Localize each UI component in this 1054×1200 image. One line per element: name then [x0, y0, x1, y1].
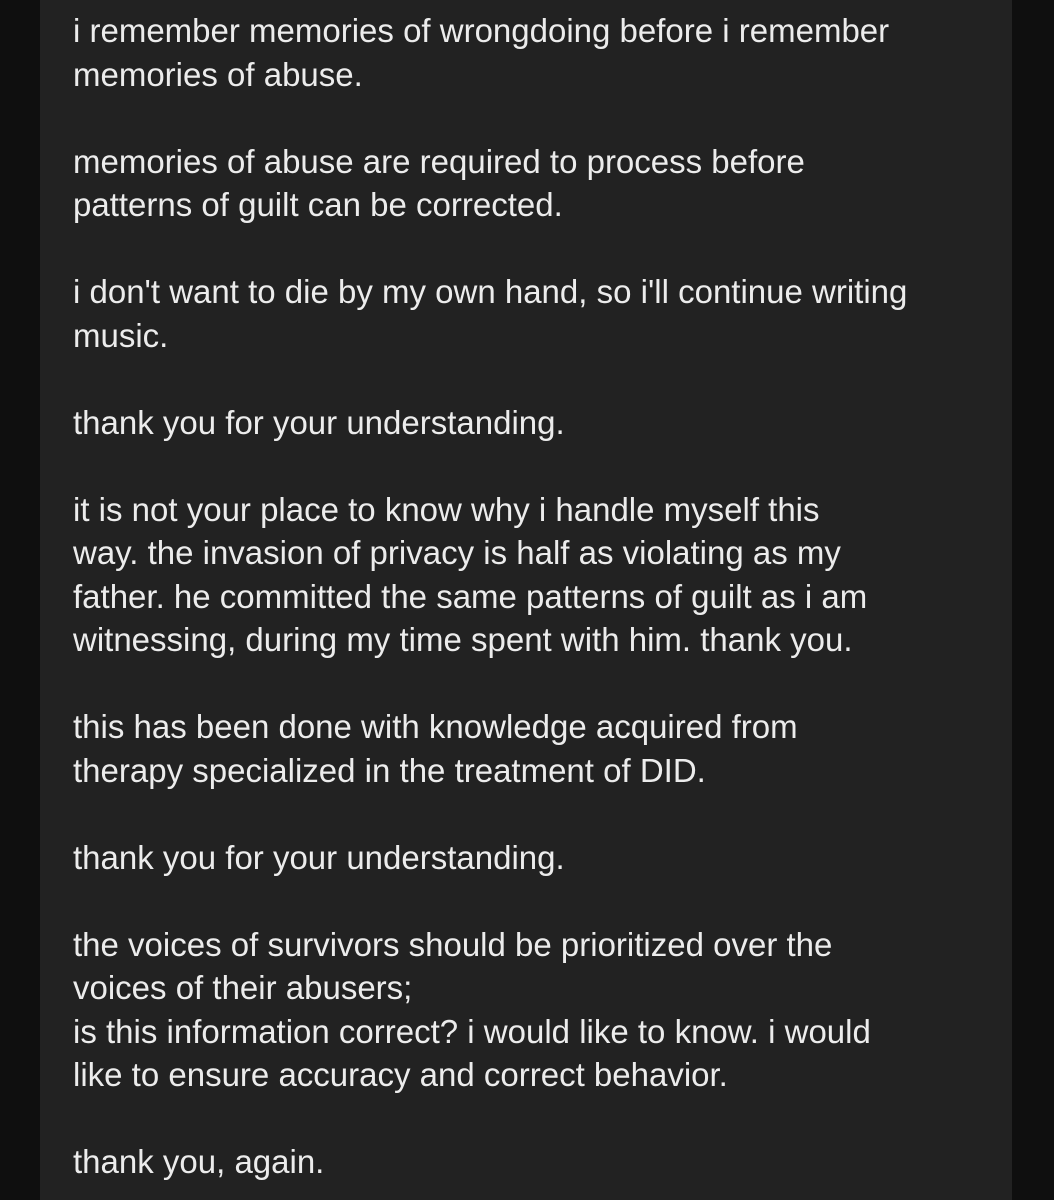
paragraph [73, 9, 993, 96]
paragraph [73, 705, 993, 792]
text-line: thank you for your understanding. [73, 403, 565, 441]
text-line: witnessing, during my time spent with him. thank you. [73, 621, 853, 658]
note-panel [40, 0, 1012, 1200]
text-line: music. [73, 316, 169, 354]
paragraph-gap [73, 96, 993, 140]
text-line: the voices of survivors should be prioritized over the [73, 925, 833, 963]
text-line: memories of abuse are required to process before [73, 142, 805, 180]
paragraph-gap [73, 357, 993, 401]
paragraph-gap [73, 662, 993, 706]
text-line: way. the invasion of privacy is half as violating as my [73, 534, 841, 571]
text-line: it is not your place to know why i handle myself this [73, 490, 820, 528]
text-line: therapy specialized in the treatment of DID. [73, 751, 706, 789]
paragraph [73, 923, 993, 1097]
text-line: patterns of guilt can be corrected. [73, 186, 563, 223]
paragraph [73, 270, 993, 357]
text-line: thank you for your understanding. [73, 838, 565, 876]
text-line: like to ensure accuracy and correct behavior. [73, 1056, 728, 1093]
text-line: father. he committed the same patterns of guilt as i am [73, 577, 868, 615]
text-line: i don't want to die by my own hand, so i'll continue writing [73, 273, 908, 310]
text-line: is this information correct? i would like to know. i would [73, 1012, 871, 1050]
text-line: memories of abuse. [73, 55, 363, 93]
text-line: this has been done with knowledge acquired from [73, 708, 798, 745]
paragraph [73, 488, 993, 662]
text-line: thank you, again. [73, 1143, 325, 1180]
paragraph-gap [73, 879, 993, 923]
text-line: voices of their abusers; [73, 969, 413, 1006]
paragraph-gap [73, 444, 993, 488]
paragraph-gap [73, 792, 993, 836]
paragraph [73, 1140, 993, 1184]
paragraph-gap [73, 227, 993, 271]
paragraph [73, 140, 993, 227]
note-body [73, 9, 993, 1184]
text-line: i remember memories of wrongdoing before i remember [73, 12, 890, 49]
paragraph-gap [73, 1097, 993, 1141]
paragraph [73, 836, 993, 880]
paragraph [73, 401, 993, 445]
